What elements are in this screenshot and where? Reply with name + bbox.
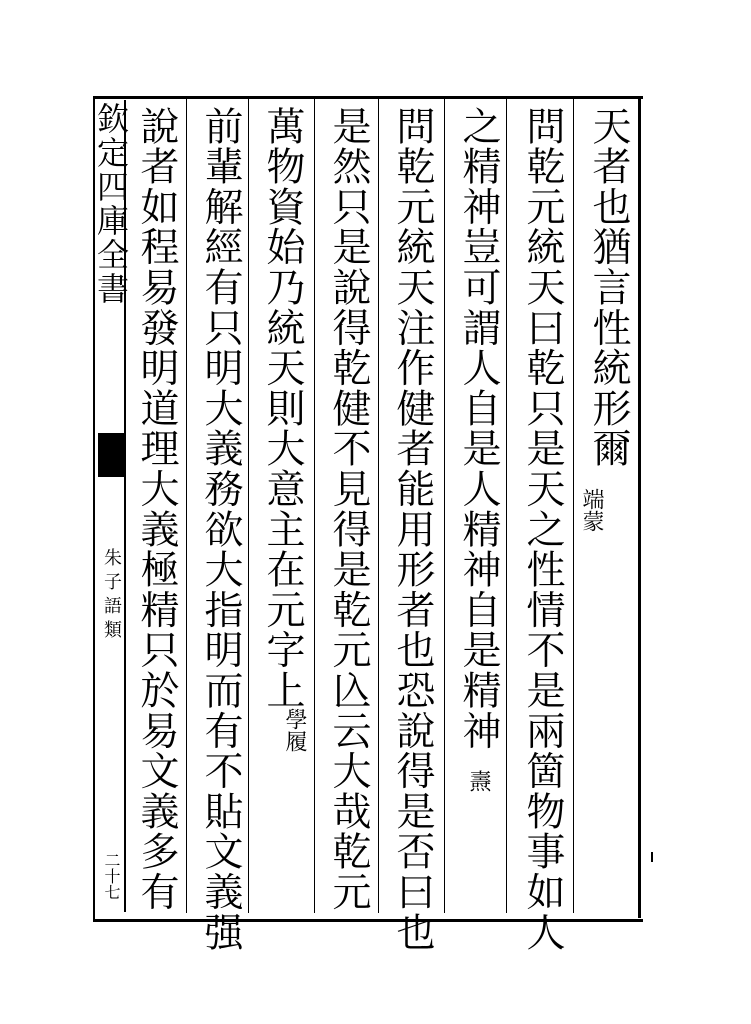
text-column: 說者如程易發明道理大義極精只於易文義多有 [134,106,179,912]
spine-page-number: 二十七 [102,852,121,900]
text-column: 問乾元統天曰乾只是天之性情不是兩箇物事如人 [520,106,565,953]
attribution-note: 端蒙 [579,488,604,532]
text-column: 天者也猶言性統形爾 [586,106,631,469]
spine-title: 欽定四庫全書 [92,102,130,306]
column-rule [314,99,315,913]
text-column: 問乾元統天注作健者能用形者也恐說得是否曰也 [390,106,435,953]
spine [92,100,130,912]
column-rule [444,99,445,913]
text-column: 是然只是說得乾健不見得是乾元兦云大哉乾元 [326,106,371,912]
text-column: 之精神豈可謂人自是人精神自是精神 [456,106,501,751]
text-column: 前輩解經有只明大義務欲大指明而有不貼文義强 [198,106,243,953]
spine-book-title: 朱子語類 [101,548,122,644]
margin-mark [651,852,653,862]
attribution-note: 燾 [466,770,491,792]
text-column: 萬物資始乃統天則大意主在元字上 [260,106,305,711]
fishtail-mark [98,433,124,477]
attribution-note: 學履 [282,708,307,752]
